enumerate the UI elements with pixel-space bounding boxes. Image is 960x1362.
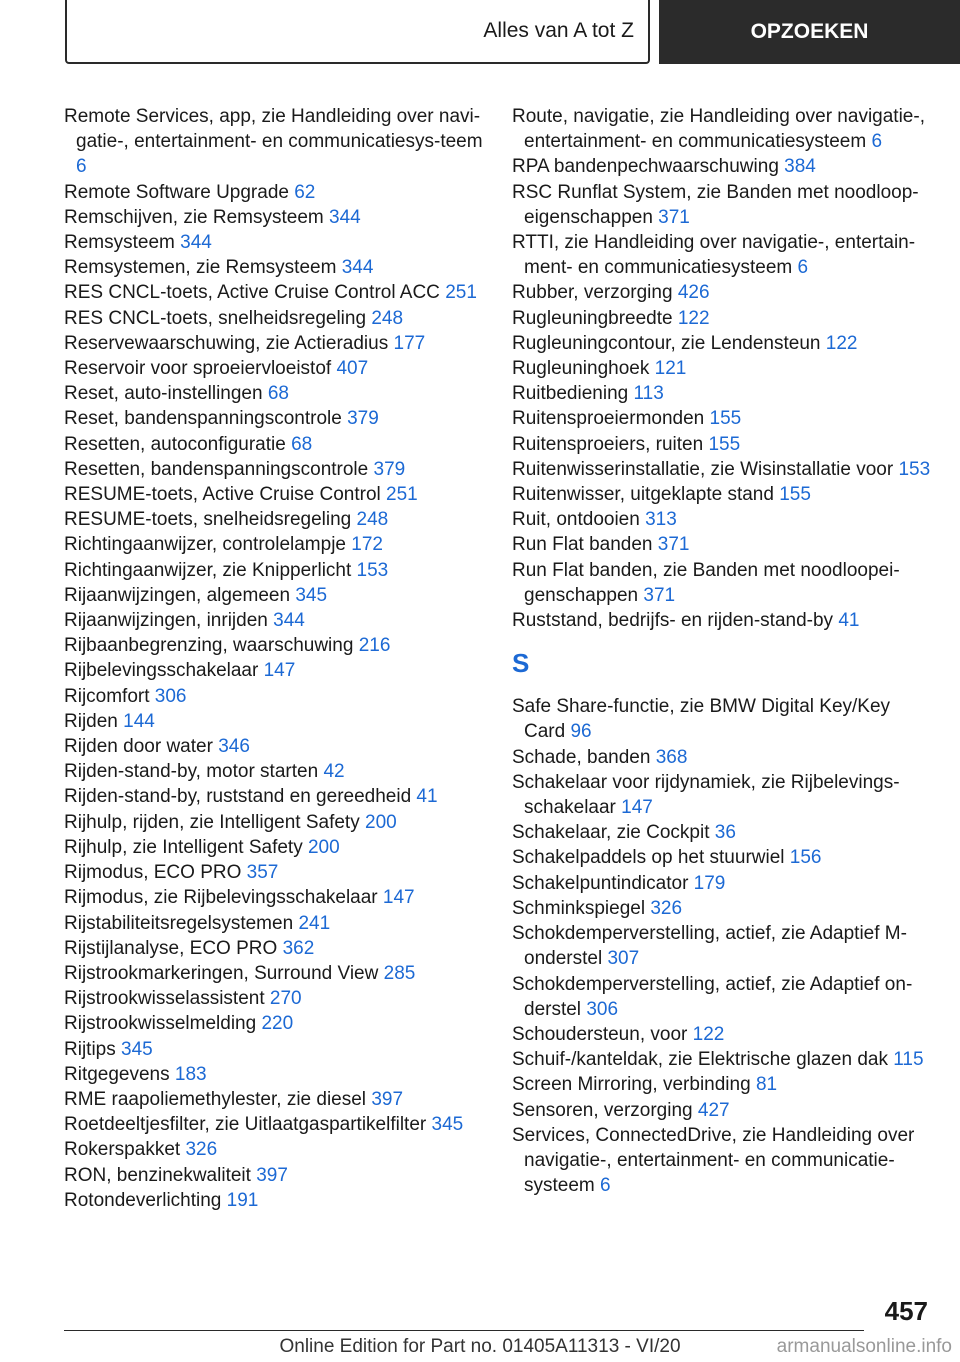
page-reference-link[interactable]: 177 <box>393 332 426 354</box>
index-entry <box>512 745 932 770</box>
index-entry <box>512 896 932 921</box>
page-reference-link[interactable]: 251 <box>445 282 477 304</box>
page-reference-link[interactable]: 371 <box>658 206 690 228</box>
page-reference-link[interactable]: 220 <box>261 1013 294 1035</box>
section-letter-s: S <box>512 648 530 679</box>
index-entry-text: Schakelpaddels op het stuurwiel <box>512 847 785 869</box>
index-entry <box>512 532 932 557</box>
index-entry <box>64 860 494 885</box>
index-entry <box>64 205 494 230</box>
index-entry <box>512 921 932 971</box>
page-reference-link[interactable]: 62 <box>294 181 316 203</box>
index-entry-text: Run Flat banden, zie Banden met noodloopei-genschappen <box>512 559 900 606</box>
page-reference-link[interactable]: 285 <box>383 962 416 984</box>
index-entry-text: Schakelaar voor rijdynamiek, zie Rijbelevings-schakelaar <box>512 771 900 819</box>
index-entry <box>512 381 932 406</box>
page-reference-link[interactable]: 368 <box>655 746 688 768</box>
index-entry-text: Roetdeeltjesfilter, zie Uitlaatgaspartikelfilter <box>64 1114 427 1136</box>
index-entry-text: RTTI, zie Handleiding over navigatie-, entertain-ment- en communicatiesysteem <box>512 232 916 279</box>
page-reference-link[interactable]: 427 <box>697 1099 730 1121</box>
index-entry <box>64 1163 494 1188</box>
index-entry <box>64 608 494 633</box>
index-entry-text: Ruitenwisser, uitgeklapte stand <box>512 484 774 506</box>
index-entry <box>64 532 494 557</box>
index-group-s <box>512 694 932 1198</box>
page-reference-link[interactable]: 306 <box>586 998 619 1020</box>
page-reference-link[interactable]: 362 <box>282 937 315 959</box>
index-entry-text: Rijcomfort <box>64 685 150 707</box>
page-reference-link[interactable]: 41 <box>416 786 438 808</box>
index-entry <box>64 457 494 482</box>
page-reference-link[interactable]: 344 <box>341 257 374 279</box>
page-reference-link[interactable]: 407 <box>336 358 369 380</box>
index-entry-text: Schakelaar, zie Cockpit <box>512 822 710 844</box>
index-entry-text: Reservewaarschuwing, zie Actieradius <box>64 332 389 354</box>
index-entry <box>512 306 932 331</box>
index-entry-text: Rijmodus, ECO PRO <box>64 862 242 884</box>
index-entry-text: Schoudersteun, voor <box>512 1023 688 1045</box>
index-entry-text: RESUME-toets, Active Cruise Control <box>64 484 381 506</box>
index-entry <box>64 1137 494 1162</box>
index-entry <box>512 432 932 457</box>
index-entry-text: Rijaanwijzingen, inrijden <box>64 610 268 632</box>
index-entry-text: Services, ConnectedDrive, zie Handleiding over navigatie-, entertainment- en communicatie-systeem <box>512 1124 915 1197</box>
index-entry-text: Rijden-stand-by, motor starten <box>64 761 319 783</box>
page-reference-link[interactable]: 81 <box>755 1074 778 1096</box>
page-reference-link[interactable]: 6 <box>871 131 883 153</box>
page-number: 457 <box>884 1296 928 1326</box>
tab-az-label: Alles van A tot Z <box>483 19 634 42</box>
page-reference-link[interactable]: 68 <box>291 433 313 455</box>
index-entry <box>64 684 494 709</box>
page-reference-link[interactable]: 147 <box>621 797 653 819</box>
page-reference-link[interactable]: 251 <box>386 484 418 506</box>
index-entry <box>64 331 494 356</box>
page-reference-link[interactable]: 155 <box>779 484 811 506</box>
index-entry <box>512 1072 932 1097</box>
watermark: armanualsonline.info <box>776 1336 952 1357</box>
index-entry-text: Rubber, verzorging <box>512 282 673 304</box>
index-entry-text: Schokdemperverstelling, actief, zie Adaptief on-derstel <box>512 973 913 1020</box>
index-entry <box>512 180 932 230</box>
index-entry <box>512 457 932 482</box>
index-entry <box>512 608 932 633</box>
index-entry-text: Schade, banden <box>512 746 651 768</box>
index-entry-text: Rijhulp, zie Intelligent Safety <box>64 836 303 858</box>
index-entry <box>64 104 494 180</box>
index-entry <box>64 835 494 860</box>
index-entry <box>64 633 494 658</box>
index-entry-text: Reset, bandenspanningscontrole <box>64 408 342 430</box>
index-entry-text: Resetten, autoconfiguratie <box>64 433 286 455</box>
index-entry-text: Rijden-stand-by, ruststand en gereedheid <box>64 786 412 808</box>
index-entry <box>64 1087 494 1112</box>
page-reference-link[interactable]: 306 <box>154 685 187 707</box>
page-reference-link[interactable]: 270 <box>269 988 302 1010</box>
page-reference-link[interactable]: 147 <box>382 887 415 909</box>
page-reference-link[interactable]: 344 <box>273 610 305 632</box>
index-entry <box>64 507 494 532</box>
page-reference-link[interactable]: 384 <box>784 156 816 178</box>
page-reference-link[interactable]: 307 <box>607 948 640 970</box>
page-reference-link[interactable]: 426 <box>677 282 710 304</box>
index-entry-text: Ruit, ontdooien <box>512 509 640 531</box>
tab-alles-van-a-tot-z[interactable] <box>65 0 650 64</box>
index-entry <box>512 1123 932 1199</box>
index-entry-text: Safe Share-functie, zie BMW Digital Key/Key Card <box>512 696 891 743</box>
index-entry <box>512 280 932 305</box>
index-entry <box>512 356 932 381</box>
index-entry <box>64 180 494 205</box>
page-reference-link[interactable]: 191 <box>226 1189 259 1211</box>
page-reference-link[interactable]: 6 <box>76 156 87 178</box>
page-reference-link[interactable]: 397 <box>256 1164 288 1186</box>
index-entry <box>64 230 494 255</box>
index-entry <box>64 936 494 961</box>
index-entry <box>512 820 932 845</box>
index-entry <box>64 734 494 759</box>
index-entry-text: Sensoren, verzorging <box>512 1099 693 1121</box>
footer-divider <box>64 1330 864 1331</box>
index-entry <box>512 230 932 280</box>
index-entry-text: Rugleuningbreedte <box>512 307 673 329</box>
index-entry <box>64 1188 494 1213</box>
index-entry <box>512 1047 932 1072</box>
page-reference-link[interactable]: 113 <box>633 383 664 405</box>
page-reference-link[interactable]: 379 <box>347 408 379 430</box>
index-entry <box>64 784 494 809</box>
index-entry-text: Rokerspakket <box>64 1139 181 1161</box>
page-reference-link[interactable]: 345 <box>121 1038 153 1060</box>
tab-opzoeken[interactable] <box>659 0 960 64</box>
index-entry-text: Rijhulp, rijden, zie Intelligent Safety <box>64 811 360 833</box>
index-entry <box>64 306 494 331</box>
index-entry-text: Schakelpuntindicator <box>512 872 689 894</box>
index-entry <box>512 154 932 179</box>
index-entry <box>64 255 494 280</box>
page-reference-link[interactable]: 200 <box>365 811 397 833</box>
page-reference-link[interactable]: 345 <box>295 584 328 606</box>
page-reference-link[interactable]: 248 <box>371 307 404 329</box>
index-entry-text: Screen Mirroring, verbinding <box>512 1074 751 1096</box>
index-entry-text: Rijstrookmarkeringen, Surround View <box>64 962 379 984</box>
index-entry <box>512 972 932 1022</box>
index-entry-text: Rijtips <box>64 1038 116 1060</box>
index-entry-text: Rijmodus, zie Rijbelevingsschakelaar <box>64 887 378 909</box>
index-entry-text: Richtingaanwijzer, controlelampje <box>64 534 346 556</box>
index-entry <box>512 507 932 532</box>
page-reference-link[interactable]: 155 <box>708 433 741 455</box>
page-reference-link[interactable]: 346 <box>218 736 250 758</box>
page-reference-link[interactable]: 379 <box>373 458 406 480</box>
page-reference-link[interactable]: 6 <box>797 257 809 279</box>
tab-search-label: OPZOEKEN <box>750 20 869 43</box>
index-entry <box>512 1022 932 1047</box>
index-entry-text: Ruitensproeiers, ruiten <box>512 433 704 455</box>
page-reference-link[interactable]: 155 <box>709 408 742 430</box>
index-entry <box>512 770 932 820</box>
index-column-left <box>64 104 494 1213</box>
index-entry <box>512 1098 932 1123</box>
index-entry <box>64 658 494 683</box>
index-entry-text: Rijstabiliteitsregelsystemen <box>64 912 294 934</box>
page-reference-link[interactable]: 200 <box>307 836 340 858</box>
index-entry-text: Rotondeverlichting <box>64 1189 222 1211</box>
index-entry <box>64 1037 494 1062</box>
index-entry-text: RESUME-toets, snelheidsregeling <box>64 509 352 531</box>
index-entry-text: Run Flat banden <box>512 534 653 556</box>
page-reference-link[interactable]: 68 <box>267 383 289 405</box>
page-reference-link[interactable]: 153 <box>356 559 389 581</box>
index-entry <box>512 845 932 870</box>
page-reference-link[interactable]: 115 <box>893 1049 924 1071</box>
index-entry <box>64 583 494 608</box>
index-entry-text: Remote Software Upgrade <box>64 181 289 203</box>
page-reference-link[interactable]: 144 <box>123 710 155 732</box>
index-entry-text: Reset, auto-instellingen <box>64 383 263 405</box>
index-entry-text: Ruitbediening <box>512 383 629 405</box>
index-entry <box>512 871 932 896</box>
page-reference-link[interactable]: 36 <box>714 822 736 844</box>
page-reference-link[interactable]: 147 <box>263 660 296 682</box>
index-entry <box>64 558 494 583</box>
index-entry <box>64 280 494 305</box>
index-entry-text: Reservoir voor sproeiervloeistof <box>64 358 332 380</box>
page-reference-link[interactable]: 156 <box>789 847 822 869</box>
index-entry <box>64 432 494 457</box>
index-entry <box>512 694 932 744</box>
index-entry-text: Rugleuninghoek <box>512 358 650 380</box>
index-entry-text: Richtingaanwijzer, zie Knipperlicht <box>64 559 352 581</box>
page-reference-link[interactable]: 397 <box>371 1088 404 1110</box>
page-reference-link[interactable]: 122 <box>677 307 710 329</box>
index-entry <box>64 810 494 835</box>
page-reference-link[interactable]: 179 <box>693 872 726 894</box>
index-entry-text: Resetten, bandenspanningscontrole <box>64 458 369 480</box>
page-reference-link[interactable]: 371 <box>657 534 690 556</box>
index-entry <box>512 558 932 608</box>
page-reference-link[interactable]: 371 <box>643 584 676 606</box>
index-entry <box>64 356 494 381</box>
index-entry-text: Remsysteem <box>64 232 175 254</box>
index-entry-text: Ritgegevens <box>64 1063 170 1085</box>
page-reference-link[interactable]: 172 <box>351 534 383 556</box>
footer-edition: Online Edition for Part no. 01405A11313 - VI/20 <box>279 1336 681 1357</box>
index-column-right <box>512 104 932 1198</box>
page-reference-link[interactable]: 344 <box>329 206 361 228</box>
page-reference-link[interactable]: 216 <box>358 635 391 657</box>
index-entry-text: Ruststand, bedrijfs- en rijden-stand-by <box>512 610 834 632</box>
index-entry <box>64 986 494 1011</box>
page-reference-link[interactable]: 6 <box>600 1175 611 1197</box>
index-entry <box>64 961 494 986</box>
index-entry-text: Schokdemperverstelling, actief, zie Adaptief M-onderstel <box>512 923 907 970</box>
index-entry <box>512 482 932 507</box>
index-entry <box>64 759 494 784</box>
index-entry <box>512 331 932 356</box>
page-reference-link[interactable]: 313 <box>645 509 677 531</box>
index-entry <box>64 911 494 936</box>
index-entry-text: RSC Runflat System, zie Banden met noodloop-eigenschappen <box>512 181 919 228</box>
page-reference-link[interactable]: 121 <box>654 358 687 380</box>
index-entry-text: Route, navigatie, zie Handleiding over navigatie-, entertainment- en communicatiesysteem <box>512 106 925 153</box>
index-entry-text: Rijstrookwisselmelding <box>64 1013 257 1035</box>
page-reference-link[interactable]: 41 <box>838 610 860 632</box>
index-entry-text: Schminkspiegel <box>512 897 646 919</box>
index-entry <box>512 104 932 154</box>
index-group-r <box>512 104 932 633</box>
index-entry-text: Ruitenwisserinstallatie, zie Wisinstallatie voor <box>512 458 894 480</box>
index-entry <box>64 381 494 406</box>
page-reference-link[interactable]: 153 <box>898 458 931 480</box>
page-reference-link[interactable]: 344 <box>180 232 212 254</box>
index-entry <box>64 482 494 507</box>
page-reference-link[interactable]: 241 <box>298 912 331 934</box>
page-reference-link[interactable]: 183 <box>174 1063 207 1085</box>
index-entry-text: Rijden <box>64 710 118 732</box>
page-reference-link[interactable]: 42 <box>323 761 345 783</box>
index-entry <box>64 1112 494 1137</box>
index-entry-text: RES CNCL-toets, snelheidsregeling <box>64 307 367 329</box>
page-reference-link[interactable]: 326 <box>185 1139 218 1161</box>
index-entry <box>64 406 494 431</box>
index-entry-text: Remschijven, zie Remsysteem <box>64 206 324 228</box>
index-entry <box>64 1011 494 1036</box>
page-reference-link[interactable]: 122 <box>825 332 858 354</box>
index-entry-text: Rijaanwijzingen, algemeen <box>64 584 291 606</box>
index-entry-text: Rijbaanbegrenzing, waarschuwing <box>64 635 354 657</box>
index-entry-text: Rijden door water <box>64 736 213 758</box>
page-reference-link[interactable]: 345 <box>431 1114 464 1136</box>
index-entry-text: Remote Services, app, zie Handleiding over navi-gatie-, entertainment- en communicatiesys-teem <box>64 106 483 153</box>
index-entry-text: Remsystemen, zie Remsysteem <box>64 257 337 279</box>
index-entry-text: Rugleuningcontour, zie Lendensteun <box>512 332 821 354</box>
index-entry-text: RES CNCL-toets, Active Cruise Control ACC <box>64 282 440 304</box>
page-reference-link[interactable]: 248 <box>356 509 389 531</box>
page-reference-link[interactable]: 96 <box>570 721 592 743</box>
index-entry-text: Ruitensproeiermonden <box>512 408 705 430</box>
index-entry-text: Schuif-/kanteldak, zie Elektrische glazen dak <box>512 1049 888 1071</box>
page-reference-link[interactable]: 122 <box>692 1023 725 1045</box>
index-entry <box>64 1062 494 1087</box>
index-entry-text: Rijstijlanalyse, ECO PRO <box>64 937 278 959</box>
index-entry-text: RPA bandenpechwaarschuwing <box>512 156 779 178</box>
index-entry <box>64 885 494 910</box>
index-entry-text: Rijbelevingsschakelaar <box>64 660 259 682</box>
index-entry <box>64 709 494 734</box>
index-entry-text: RME raapoliemethylester, zie diesel <box>64 1088 367 1110</box>
index-entry-text: Rijstrookwisselassistent <box>64 988 265 1010</box>
index-entry-text: RON, benzinekwaliteit <box>64 1164 251 1186</box>
page-reference-link[interactable]: 326 <box>650 897 683 919</box>
page-reference-link[interactable]: 357 <box>246 862 279 884</box>
index-entry <box>512 406 932 431</box>
